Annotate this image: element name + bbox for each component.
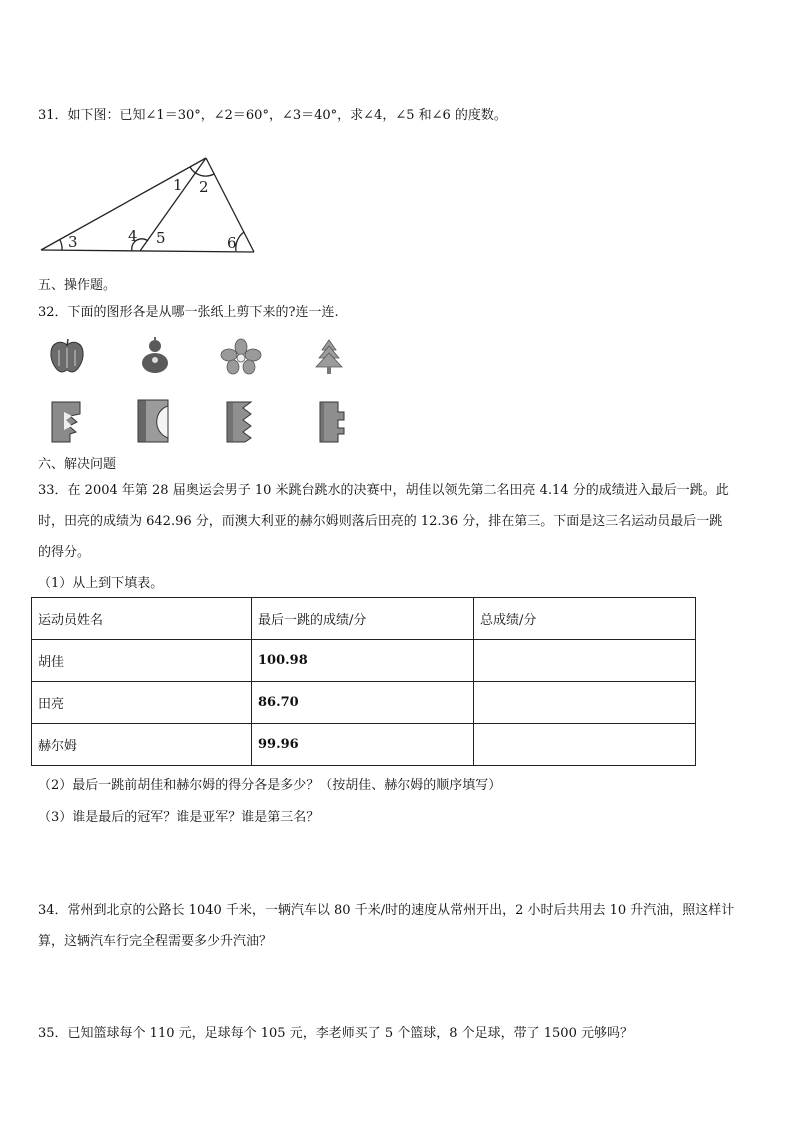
total-input-cell[interactable] [474, 724, 696, 766]
q35-text: 35．已知篮球每个 110 元，足球每个 105 元，李老师买了 5 个篮球，8 个足球，带了 1500 元够吗？ [38, 1026, 633, 1041]
angle-arc-6 [236, 232, 244, 251]
folded-paper-notch-icon [50, 400, 84, 444]
table-row [32, 682, 696, 724]
last-jump-cell: 86.70 [252, 682, 474, 724]
q31-text: 31．如下图：已知∠1＝30°，∠2＝60°，∠3＝40°，求∠4，∠5 和∠6 的度数。 [38, 108, 507, 123]
q33-line3: 的得分。 [38, 545, 91, 560]
angle-label-4: 4 [128, 227, 138, 245]
q33-sub1: （1）从上到下填表。 [38, 576, 164, 591]
folded-paper-step-icon [318, 400, 346, 444]
gourd-icon [138, 336, 172, 376]
angle-label-5: 5 [156, 229, 166, 247]
score-table [31, 597, 696, 766]
total-input-cell[interactable] [474, 682, 696, 724]
header-last-jump: 最后一跳的成绩/分 [252, 598, 474, 640]
total-input-cell[interactable] [474, 640, 696, 682]
q34-line2: 算，这辆汽车行完全程需要多少升汽油？ [38, 934, 273, 949]
folded-paper-zigzag-icon [225, 400, 255, 444]
table-row [32, 640, 696, 682]
angle-label-2: 2 [199, 178, 209, 196]
triangle-side-left [41, 158, 206, 250]
folded-paper-arc-icon [136, 398, 170, 444]
last-jump-cell: 100.98 [252, 640, 474, 682]
header-total: 总成绩/分 [474, 598, 696, 640]
tree-icon [314, 338, 344, 376]
q33-line1: 33．在 2004 年第 28 届奥运会男子 10 米跳台跳水的决赛中，胡佳以领先第二名田亮 4.14 分的成绩进入最后一跳。此 [38, 483, 729, 498]
q33-sub3: （3）谁是最后的冠军？谁是亚军？谁是第三名？ [38, 810, 320, 825]
athlete-name-cell: 胡佳 [32, 640, 252, 682]
table-header-row [32, 598, 696, 640]
section5-heading: 五、操作题。 [38, 278, 117, 293]
apple-icon [47, 338, 87, 376]
angle-label-6: 6 [227, 234, 237, 252]
header-athlete-name: 运动员姓名 [32, 598, 252, 640]
q34-line1: 34．常州到北京的公路长 1040 千米，一辆汽车以 80 千米/时的速度从常州开出，2 小时后共用去 10 升汽油，照这样计 [38, 903, 735, 918]
angle-arc-3 [60, 240, 62, 250]
q32-text: 32．下面的图形各是从哪一张纸上剪下来的?连一连. [38, 305, 339, 320]
angle-label-3: 3 [68, 233, 78, 251]
q33-sub2: （2）最后一跳前胡佳和赫尔姆的得分各是多少？（按胡佳、赫尔姆的顺序填写） [38, 778, 502, 793]
flower-icon [220, 338, 262, 376]
triangle-figure [36, 150, 266, 260]
athlete-name-cell: 赫尔姆 [32, 724, 252, 766]
athlete-name-cell: 田亮 [32, 682, 252, 724]
q33-line2: 时，田亮的成绩为 642.96 分，而澳大利亚的赫尔姆则落后田亮的 12.36 分，排在第三。下面是这三名运动员最后一跳 [38, 514, 723, 529]
last-jump-cell: 99.96 [252, 724, 474, 766]
angle-label-1: 1 [173, 176, 183, 194]
table-row [32, 724, 696, 766]
triangle-inner-line [140, 158, 206, 251]
section6-heading: 六、解决问题 [38, 457, 117, 472]
